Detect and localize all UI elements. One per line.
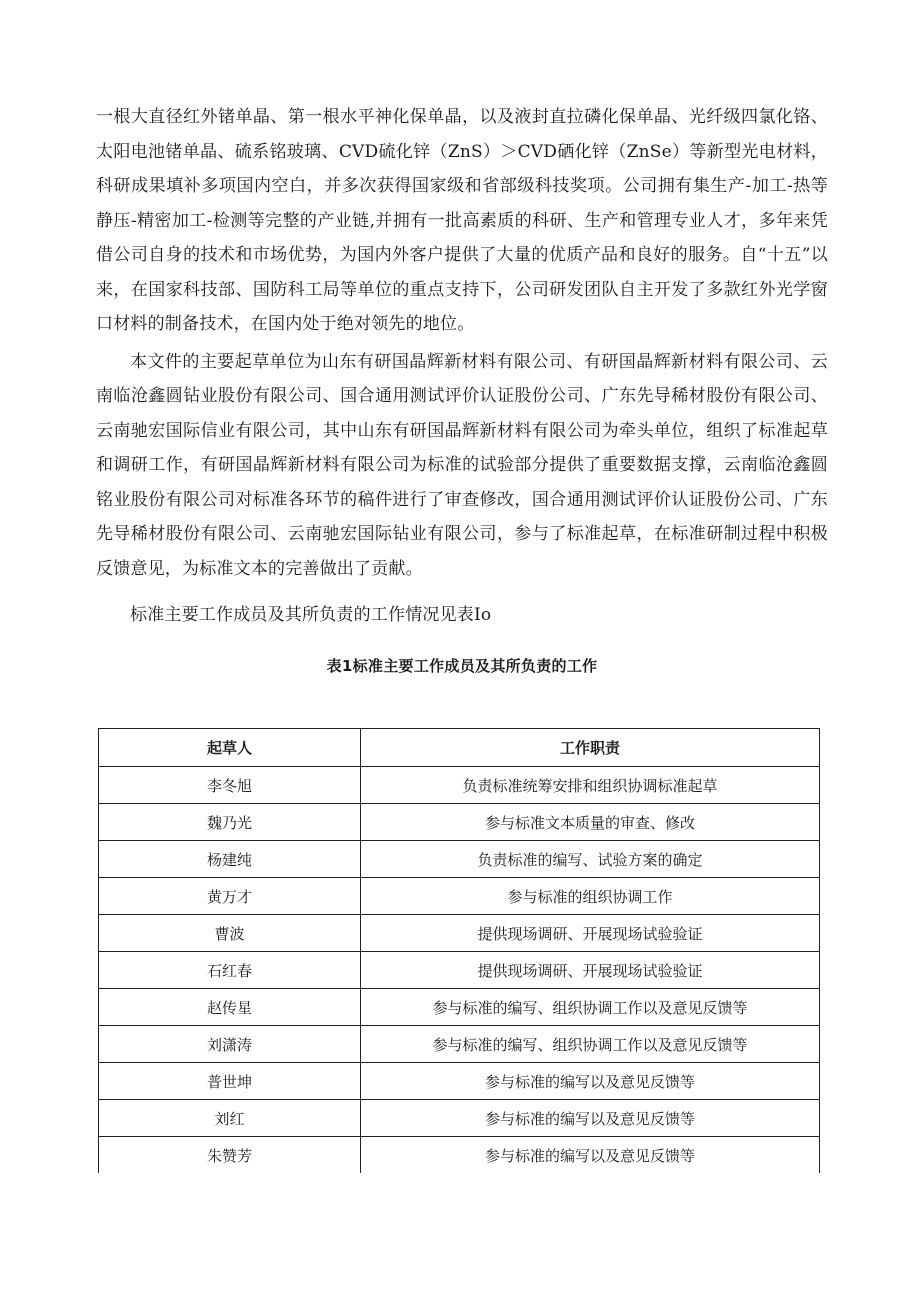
drafter-duty: 提供现场调研、开展现场试验验证 bbox=[361, 952, 820, 989]
drafter-name: 朱赞芳 bbox=[99, 1137, 361, 1174]
drafter-name: 刘红 bbox=[99, 1100, 361, 1137]
paragraph-drafting-units: 本文件的主要起草单位为山东有研国晶辉新材料有限公司、有研国晶辉新材料有限公司、云南临沧鑫圆钻业股份有限公司、国合通用测试评价认证股份公司、广东先导稀材股份有限公司、云南驰宏国际信业有限公司，其中山东有研国晶辉新材料有限公司为牵头单位，组织了标准起草和调研工作，有研国晶辉新材料有限公司为标准的试验部分提供了重要数据支撑，云南临沧鑫圆铭业股份有限公司对标准各环节的稿件进行了审查修改，国合通用测试评价认证股份公司、广东先导稀材股份有限公司、云南驰宏国际钻业有限公司，参与了标准起草，在标准研制过程中积极反馈意见，为标准文本的完善做出了贡献。 bbox=[96, 351, 828, 579]
table-row bbox=[99, 1063, 820, 1100]
table-row bbox=[99, 767, 820, 804]
table-row bbox=[99, 989, 820, 1026]
drafter-duty: 参与标准的编写、组织协调工作以及意见反馈等 bbox=[361, 989, 820, 1026]
paragraph-company-achievements: 一根大直径红外锗单晶、第一根水平神化保单晶，以及液封直拉磷化保单晶、光纤级四氯化铬、太阳电池锗单晶、硫系铭玻璃、CVD硫化锌（ZnS）＞CVD硒化锌（ZnSe）等新型光电材料，科研成果填补多项国内空白，并多次获得国家级和省部级科技奖项。公司拥有集生产-加工-热等静压-精密加工-检测等完整的产业链,并拥有一批高素质的科研、生产和管理专业人才，多年来凭借公司自身的技术和市场优势，为国内外客户提供了大量的优质产品和良好的服务。自“十五”以来，在国家科技部、国防科工局等单位的重点支持下，公司研发团队自主开发了多款红外光学窗口材料的制备技术，在国内处于绝对领先的地位。 bbox=[96, 107, 828, 334]
header-drafter: 起草人 bbox=[99, 729, 361, 767]
drafter-duty: 负责标准统筹安排和组织协调标准起草 bbox=[361, 767, 820, 804]
drafter-name: 曹波 bbox=[99, 915, 361, 952]
drafter-duty: 参与标准的编写以及意见反馈等 bbox=[361, 1137, 820, 1174]
table-row bbox=[99, 841, 820, 878]
drafter-name: 刘潇涛 bbox=[99, 1026, 361, 1063]
paragraph-table-reference: 标准主要工作成员及其所负责的工作情况见表Io bbox=[130, 605, 492, 625]
table-header-row bbox=[99, 729, 820, 767]
document-body bbox=[96, 100, 828, 676]
drafter-duty: 参与标准的编写以及意见反馈等 bbox=[361, 1063, 820, 1100]
table-row bbox=[99, 878, 820, 915]
table-row bbox=[99, 1100, 820, 1137]
header-duties: 工作职责 bbox=[361, 729, 820, 767]
table-row bbox=[99, 804, 820, 841]
drafter-name: 魏乃光 bbox=[99, 804, 361, 841]
drafter-duty: 参与标准文本质量的审查、修改 bbox=[361, 804, 820, 841]
drafter-duty: 提供现场调研、开展现场试验验证 bbox=[361, 915, 820, 952]
table-row bbox=[99, 915, 820, 952]
drafter-name: 普世坤 bbox=[99, 1063, 361, 1100]
drafter-name: 赵传星 bbox=[99, 989, 361, 1026]
table-row bbox=[99, 952, 820, 989]
drafter-duty: 参与标准的编写、组织协调工作以及意见反馈等 bbox=[361, 1026, 820, 1063]
drafter-name: 黄万才 bbox=[99, 878, 361, 915]
drafter-duty: 参与标准的编写以及意见反馈等 bbox=[361, 1100, 820, 1137]
drafter-name: 李冬旭 bbox=[99, 767, 361, 804]
drafter-name: 杨建纯 bbox=[99, 841, 361, 878]
staff-table bbox=[98, 728, 820, 1173]
drafter-duty: 负责标准的编写、试验方案的确定 bbox=[361, 841, 820, 878]
drafter-duty: 参与标准的组织协调工作 bbox=[361, 878, 820, 915]
drafter-name: 石红春 bbox=[99, 952, 361, 989]
table-caption: 表1标准主要工作成员及其所负责的工作 bbox=[326, 656, 598, 675]
table-row bbox=[99, 1026, 820, 1063]
table-row bbox=[99, 1137, 820, 1174]
